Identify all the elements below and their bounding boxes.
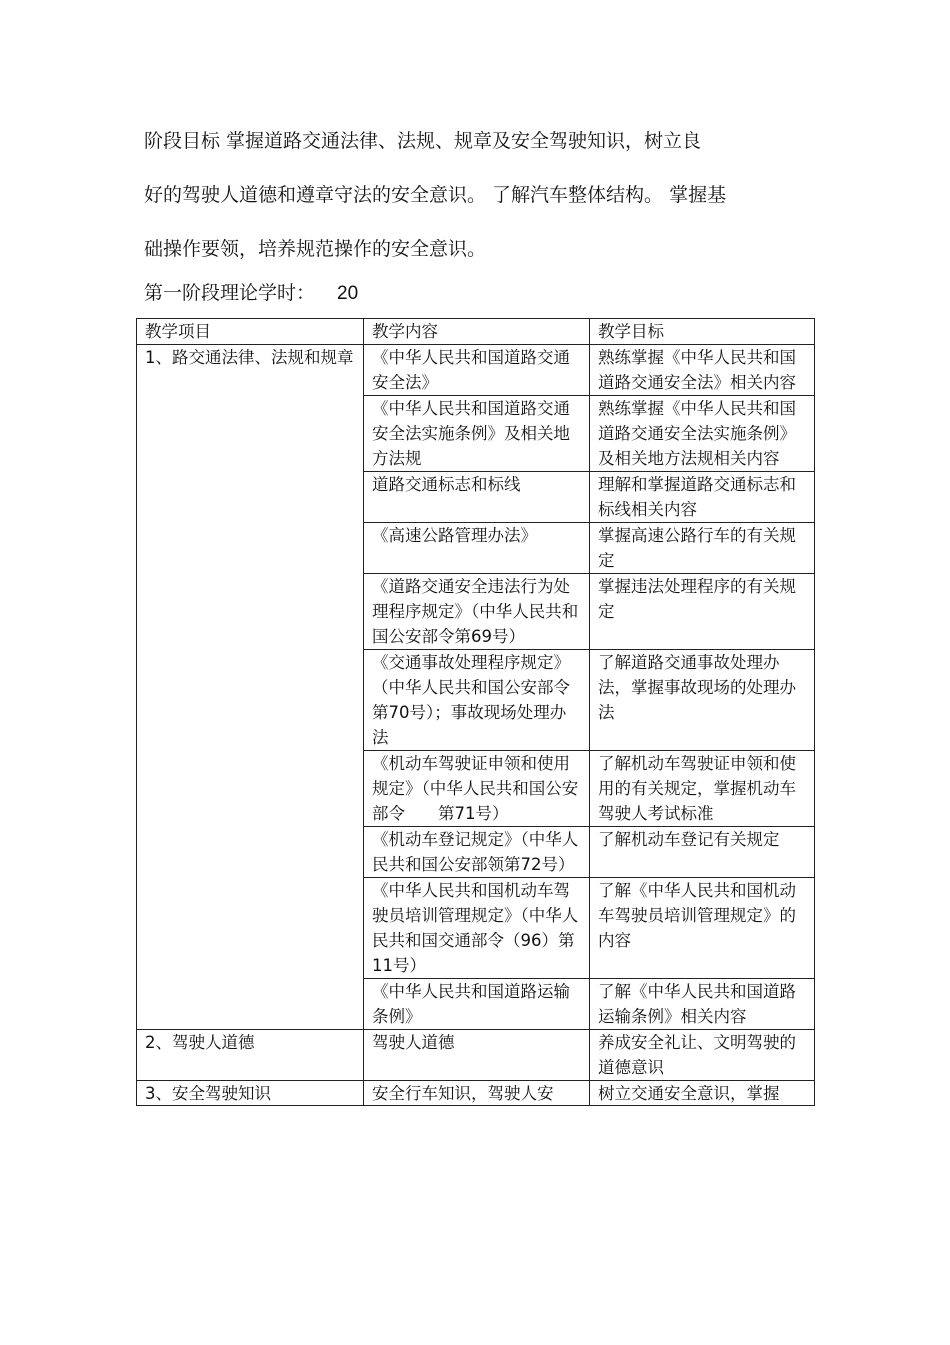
goal-cell [590,1081,815,1106]
goal-cell: 了解机动车驾驶证申领和使用的有关规定，掌握机动车驾驶人考试标准 [590,751,815,827]
goal-cell: 了解《中华人民共和国机动车驾驶员培训管理规定》的内容 [590,878,815,979]
table-row [137,1030,815,1081]
content-text: 安全行车知识，驾驶人安 [372,1084,554,1103]
hours-value: 20 [337,283,359,304]
stage-theory-hours [144,278,358,309]
curriculum-table [136,318,815,1106]
goal-cell: 理解和掌握道路交通标志和标线相关内容 [590,472,815,523]
project-cell: 2、驾驶人道德 [137,1030,364,1081]
content-cell: 《高速公路管理办法》 [364,523,590,574]
goal-cell: 熟练掌握《中华人民共和国道路交通安全法》相关内容 [590,345,815,396]
content-cell: 《中华人民共和国道路运输条例》 [364,979,590,1030]
goal-cell: 熟练掌握《中华人民共和国道路交通安全法实施条例》及相关地方法规相关内容 [590,396,815,472]
table-row [137,1081,815,1106]
content-cell: 《交通事故处理程序规定》（中华人民共和国公安部令 第70号）；事故现场处理办法 [364,650,590,751]
content-cell: 《机动车登记规定》（中华人民共和国公安部领第72号） [364,827,590,878]
header-goal: 教学目标 [590,319,815,345]
goal-cell: 掌握高速公路行车的有关规定 [590,523,815,574]
paragraph-line: 阶段目标 掌握道路交通法律、法规、规章及安全驾驶知识，树立良 [144,130,702,152]
table-row [137,345,815,396]
header-content: 教学内容 [364,319,590,345]
goal-cell: 掌握违法处理程序的有关规定 [590,574,815,650]
content-cell: 《中华人民共和国机动车驾驶员培训管理规定》（中华人民共和国交通部令（96）第11号） [364,878,590,979]
table-header-row [137,319,815,345]
hours-label: 第一阶段理论学时： [144,282,316,304]
project-cell: 1、路交通法律、法规和规章 [137,345,364,1030]
content-cell [364,1081,590,1106]
goal-cell: 了解机动车登记有关规定 [590,827,815,878]
goal-cell: 养成安全礼让、文明驾驶的道德意识 [590,1030,815,1081]
content-cell: 驾驶人道德 [364,1030,590,1081]
paragraph-line: 础操作要领，培养规范操作的安全意识。 [144,238,487,260]
goal-text: 树立交通安全意识，掌握 [598,1084,780,1103]
project-text: 3、安全驾驶知识 [145,1084,271,1103]
goal-cell: 了解《中华人民共和国道路运输条例》相关内容 [590,979,815,1030]
content-cell: 《机动车驾驶证申领和使用规定》（中华人民共和国公安部令 第71号） [364,751,590,827]
goal-cell: 了解道路交通事故处理办法，掌握事故现场的处理办法 [590,650,815,751]
content-cell: 《中华人民共和国道路交通安全法实施条例》及相关地方法规 [364,396,590,472]
content-cell: 《中华人民共和国道路交通安全法》 [364,345,590,396]
stage-goal-paragraph [144,114,824,276]
content-cell: 《道路交通安全违法行为处理程序规定》（中华人民共和国公安部令第69号） [364,574,590,650]
project-cell [137,1081,364,1106]
paragraph-line: 好的驾驶人道德和遵章守法的安全意识。 了解汽车整体结构。 掌握基 [144,184,727,206]
content-cell: 道路交通标志和标线 [364,472,590,523]
header-project: 教学项目 [137,319,364,345]
